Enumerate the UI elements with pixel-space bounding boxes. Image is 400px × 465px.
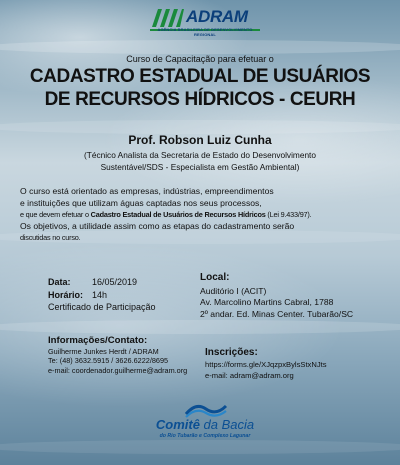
contact-email[interactable]: e-mail: coordenador.guilherme@adram.org: [48, 365, 188, 375]
registration-email[interactable]: e-mail: adram@adram.org: [205, 371, 294, 380]
water-ripple: [0, 40, 400, 54]
water-ripple: [0, 320, 400, 334]
description-line: discutidas no curso.: [20, 233, 81, 242]
description-line: e instituições que utilizam águas captadas nos seus processos,: [20, 197, 262, 208]
adram-stripes-icon: [150, 9, 184, 27]
location-line: Auditório I (ACIT): [200, 285, 267, 296]
instructor-name: Prof. Robson Luiz Cunha: [128, 133, 272, 147]
adram-logo-text: ADRAM: [186, 7, 248, 26]
course-title-line1: CADASTRO ESTADUAL DE USUÁRIOS: [29, 66, 371, 87]
contact-block: [48, 336, 187, 375]
course-intro: Curso de Capacitação para efetuar o: [126, 54, 274, 64]
date-value: 16/05/2019: [92, 277, 138, 287]
instructor-role-line1: (Técnico Analista da Secretaria de Estado do Desenvolvimento: [84, 150, 316, 160]
comite-logo-text: [140, 417, 270, 432]
course-description: [20, 186, 380, 244]
location-line: 2º andar. Ed. Minas Center. Tubarão/SC: [200, 308, 354, 319]
comite-logo-word: Comitê: [155, 417, 200, 432]
comite-logo-subtitle: do Rio Tubarão e Complexo Lagunar: [159, 433, 251, 439]
location-block: [200, 272, 353, 320]
course-title-line2: DE RECURSOS HÍDRICOS - CEURH: [44, 89, 356, 110]
adram-logo-subtitle: AGÊNCIA BRASILEIRA DE DESENVOLVIMENTO REGIONAL: [157, 27, 253, 37]
contact-phone: Te: (48) 3632.5915 / 3626.6222/8695: [48, 356, 169, 365]
date-row: [48, 276, 156, 289]
contact-name: Guilherme Junkes Herdt / ADRAM: [48, 346, 159, 356]
location-title: Local:: [200, 272, 230, 283]
description-line: [20, 209, 380, 221]
location-line: Av. Marcolino Martins Cabral, 1788: [200, 297, 334, 307]
schedule-block: [48, 276, 156, 314]
certificate-text: Certificado de Participação: [48, 302, 156, 312]
registration-link[interactable]: https://forms.gle/XJqzpxBylsStxNJts: [205, 360, 327, 369]
description-text: (Lei 9.433/97).: [265, 210, 312, 219]
date-label: Data:: [48, 277, 71, 287]
description-law-name: Cadastro Estadual de Usuários de Recursos Hídricos: [90, 210, 266, 219]
description-line: O curso está orientado as empresas, indústrias, empreendimentos: [20, 186, 274, 196]
comite-logo-word: da Bacia: [199, 417, 255, 432]
time-label: Horário:: [48, 289, 84, 300]
contact-title: Informações/Contato:: [48, 335, 148, 346]
description-text: e que devem efetuar o: [20, 210, 91, 219]
registration-title: Inscrições:: [205, 347, 258, 358]
water-ripple: [0, 120, 400, 134]
registration-block: [205, 347, 327, 381]
description-line: Os objetivos, a utilidade assim como as etapas do cadastramento serão: [20, 220, 295, 231]
comite-waves-icon: [184, 400, 228, 418]
time-value: 14h: [92, 289, 108, 300]
time-row: [48, 289, 156, 302]
comite-logo: [140, 400, 270, 448]
instructor-role-line2: Sustentável/SDS - Especialista em Gestão Ambiental): [100, 162, 300, 172]
